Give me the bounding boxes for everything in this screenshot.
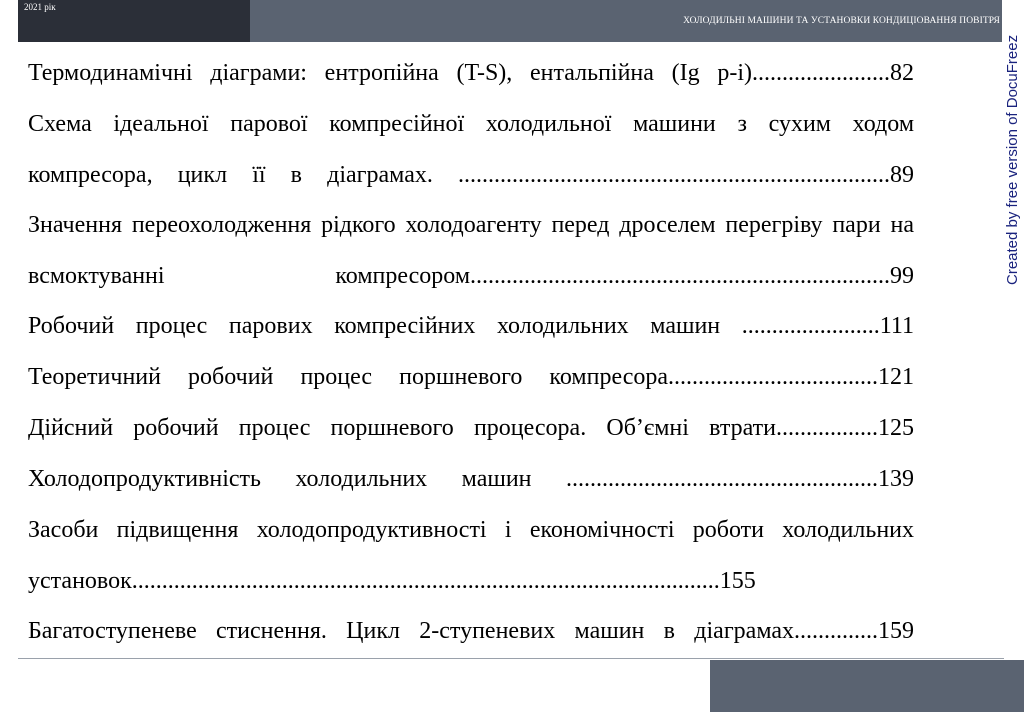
toc-entry[interactable]: [28, 200, 914, 301]
toc-entry[interactable]: [28, 454, 914, 505]
toc-entry-text: Багатоступеневе стиснення. Цикл 2-ступеневих машин в діаграмах..............159: [28, 618, 914, 644]
toc-entry[interactable]: [28, 505, 914, 606]
toc-entry-text: Робочий процес парових компресійних холодильних машин .......................111: [28, 313, 914, 339]
header-year-block: [18, 0, 250, 42]
toc-entry-text: Термодинамічні діаграми: ентропійна (T-S), ентальпійна (Ig p-i).......................82: [28, 60, 914, 86]
toc-entry-text: Дійсний робочий процес поршневого процесора. Об’ємні втрати.................125: [28, 415, 914, 441]
toc-entry-text: Засоби підвищення холодопродуктивності і економічності роботи холодильних установок..................................................................................................155: [28, 517, 914, 594]
toc-entry[interactable]: [28, 403, 914, 454]
toc-entry[interactable]: [28, 352, 914, 403]
footer-bar: [710, 660, 1024, 712]
toc-entry-text: Схема ідеальної парової компресійної холодильної машини з сухим ходом компресора, цикл її в діаграмах. ........................................................................89: [28, 111, 914, 188]
table-of-contents: [28, 48, 914, 657]
year-label: 2021 рік: [24, 2, 56, 12]
toc-entry[interactable]: [28, 99, 914, 200]
header-title: ХОЛОДИЛЬНІ МАШИНИ ТА УСТАНОВКИ КОНДИЦІОВАННЯ ПОВІТРЯ: [683, 16, 1000, 26]
toc-entry-text: Значення переохолодження рідкого холодоагенту перед дроселем перегріву пари на всмоктуванні компресором......................................................................99: [28, 212, 914, 289]
toc-entry-text: Теоретичний робочий процес поршневого компресора...................................121: [28, 364, 914, 390]
header-bar: [250, 0, 1002, 42]
footer-divider: [18, 658, 1004, 659]
toc-entry[interactable]: [28, 606, 914, 657]
toc-entry[interactable]: [28, 48, 914, 99]
toc-entry[interactable]: [28, 301, 914, 352]
watermark: Created by free version of DocuFreez: [1004, 34, 1021, 285]
toc-entry-text: Холодопродуктивність холодильних машин ....................................................139: [28, 466, 914, 492]
